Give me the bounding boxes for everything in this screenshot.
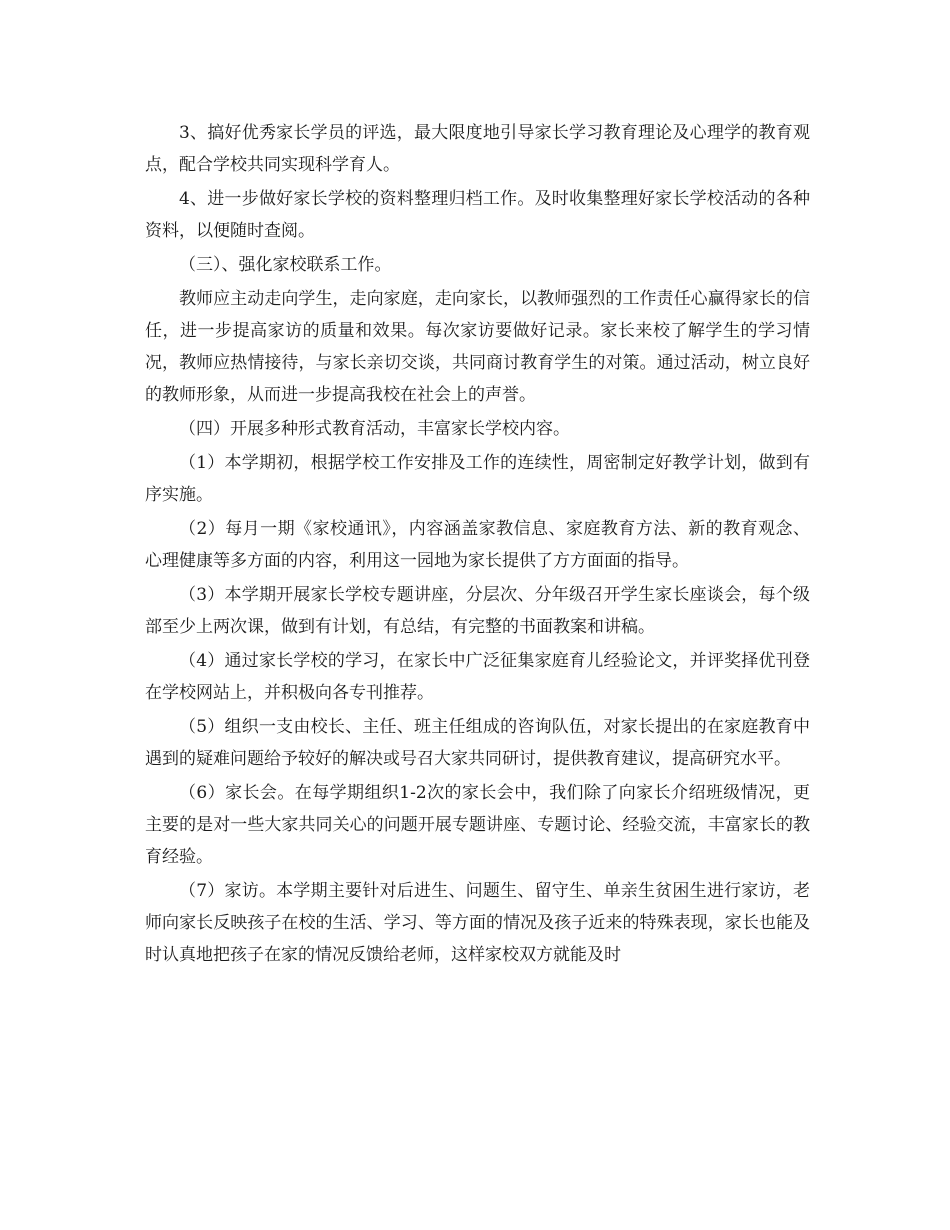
paragraph-sub-2: （2）每月一期《家校通讯》，内容涵盖家教信息、家庭教育方法、新的教育观念、心理健康等多方面的内容，利用这一园地为家长提供了方方面面的指导。 [145, 519, 810, 571]
paragraph-sub-1: （1）本学期初，根据学校工作安排及工作的连续性，周密制定好教学计划，做到有序实施。 [145, 453, 810, 505]
paragraph-item-3: 3、搞好优秀家长学员的评选，最大限度地引导家长学习教育理论及心理学的教育观点，配合学校共同实现科学育人。 [145, 123, 810, 175]
paragraph-teacher-home-visit: 教师应主动走向学生，走向家庭，走向家长，以教师强烈的工作责任心赢得家长的信任，进一步提高家访的质量和效果。每次家访要做好记录。家长来校了解学生的学习情况，教师应热情接待，与家长亲切交谈，共同商讨教育学生的对策。通过活动，树立良好的教师形象，从而进一步提高我校在社会上的声誉。 [145, 289, 810, 405]
paragraph-sub-6: （6）家长会。在每学期组织1-2次的家长会中，我们除了向家长介绍班级情况，更主要的是对一些大家共同关心的问题开展专题讲座、专题讨论、经验交流，丰富家长的教育经验。 [145, 783, 810, 867]
document-body [145, 117, 810, 973]
paragraph-sub-3: （3）本学期开展家长学校专题讲座，分层次、分年级召开学生家长座谈会，每个级部至少上两次课，做到有计划，有总结，有完整的书面教案和讲稿。 [145, 585, 810, 637]
paragraph-sub-4: （4）通过家长学校的学习，在家长中广泛征集家庭育儿经验论文，并评奖择优刊登在学校网站上，并积极向各专刊推荐。 [145, 651, 810, 703]
paragraph-sub-7: （7）家访。本学期主要针对后进生、问题生、留守生、单亲生贫困生进行家访，老师向家长反映孩子在校的生活、学习、等方面的情况及孩子近来的特殊表现，家长也能及时认真地把孩子在家的情况反馈给老师，这样家校双方就能及时 [145, 881, 810, 965]
paragraph-item-4: 4、进一步做好家长学校的资料整理归档工作。及时收集整理好家长学校活动的各种资料，以便随时查阅。 [145, 189, 810, 241]
section-heading-three: （三）、强化家校联系工作。 [179, 255, 392, 275]
section-heading-four: （四）开展多种形式教育活动，丰富家长学校内容。 [179, 419, 570, 439]
paragraph-sub-5: （5）组织一支由校长、主任、班主任组成的咨询队伍，对家长提出的在家庭教育中遇到的疑难问题给予较好的解决或号召大家共同研讨，提供教育建议，提高研究水平。 [145, 717, 810, 769]
